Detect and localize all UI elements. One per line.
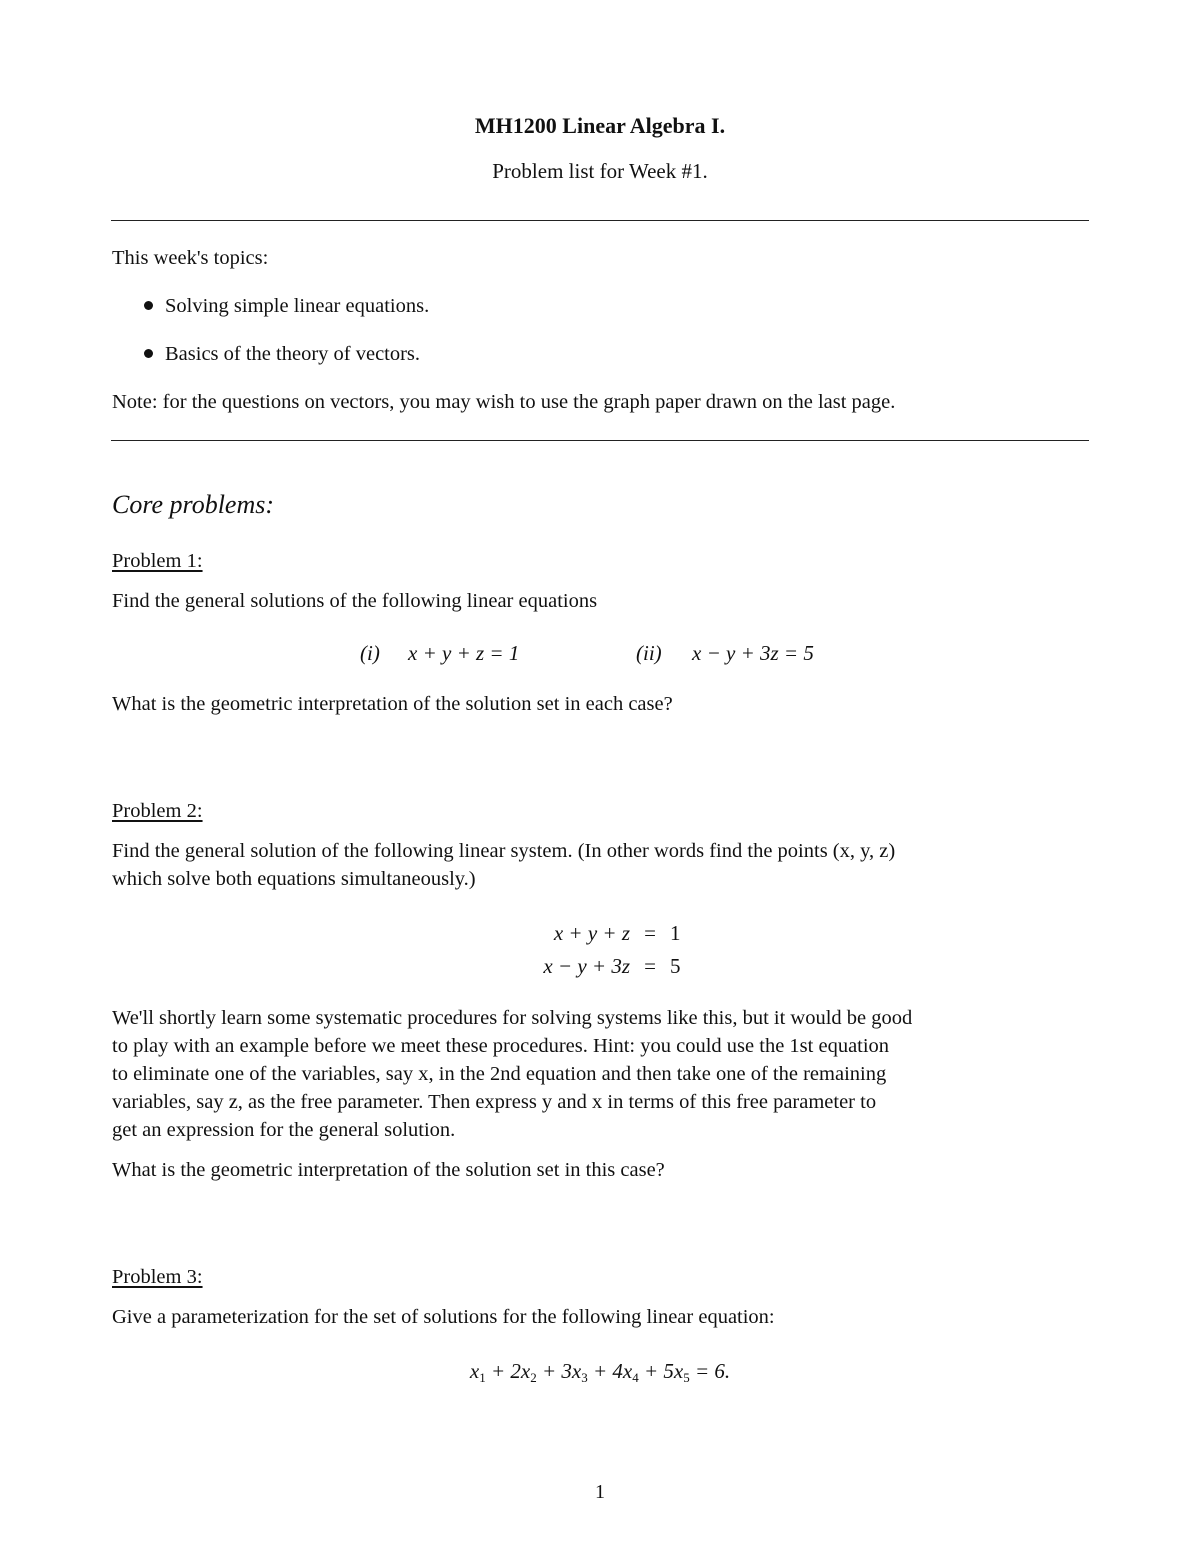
system-equation-row: x − y + 3z = 5: [543, 954, 681, 978]
section-title: Core problems:: [112, 490, 275, 519]
problem-1-eq-i: x + y + z = 1: [408, 641, 520, 665]
topics-label: This week's topics:: [112, 247, 269, 269]
problem-2-body-line: variables, say z, as the free parameter. Then express y and x in terms of this free parameter to: [112, 1091, 877, 1113]
divider-top: [111, 220, 1089, 221]
problem-2-question: What is the geometric interpretation of the solution set in this case?: [112, 1159, 665, 1181]
problem-2-body-line: We'll shortly learn some systematic procedures for solving systems like this, but it would be good: [112, 1007, 913, 1029]
problem-2-prompt-line: which solve both equations simultaneously.): [112, 868, 476, 890]
problem-3-title: Problem 3:: [112, 1266, 203, 1288]
problem-2-prompt-line: Find the general solution of the following linear system. (In other words find the points (x, y, z): [112, 840, 896, 862]
problem-1-eq-i-label: (i): [360, 641, 380, 665]
problem-2-body-line: to play with an example before we meet these procedures. Hint: you could use the 1st equation: [112, 1035, 890, 1057]
problem-1-eq-ii: x − y + 3z = 5: [692, 641, 814, 665]
problem-1-prompt: Find the general solutions of the following linear equations: [112, 590, 598, 612]
note-text: Note: for the questions on vectors, you may wish to use the graph paper drawn on the last page.: [112, 391, 896, 413]
problem-3-prompt: Give a parameterization for the set of solutions for the following linear equation:: [112, 1306, 775, 1328]
problem-2-body-line: to eliminate one of the variables, say x, in the 2nd equation and then take one of the remaining: [112, 1063, 887, 1085]
bullet-icon: [144, 349, 153, 358]
problem-2-body-line: get an expression for the general solution.: [112, 1119, 456, 1141]
problem-2-title: Problem 2:: [112, 800, 203, 822]
page-number: 1: [595, 1481, 605, 1503]
document-title: MH1200 Linear Algebra I.: [474, 113, 726, 138]
system-equation-row: x + y + z = 1: [553, 921, 681, 945]
divider-bottom: [111, 440, 1089, 441]
problem-1-question: What is the geometric interpretation of the solution set in each case?: [112, 693, 673, 715]
bullet-icon: [144, 301, 153, 310]
topic-item: Basics of the theory of vectors.: [144, 343, 420, 366]
problem-1-title: Problem 1:: [112, 550, 203, 572]
problem-3-equation: $x_1 + 2x_2 + 3x_3 + 4x_4 + 5x_5 = 6$.: [469, 1359, 731, 1385]
problem-1-eq-ii-label: (ii): [636, 641, 662, 665]
document-subtitle: Problem list for Week #1.: [492, 159, 708, 183]
topic-item: Solving simple linear equations.: [144, 295, 429, 318]
